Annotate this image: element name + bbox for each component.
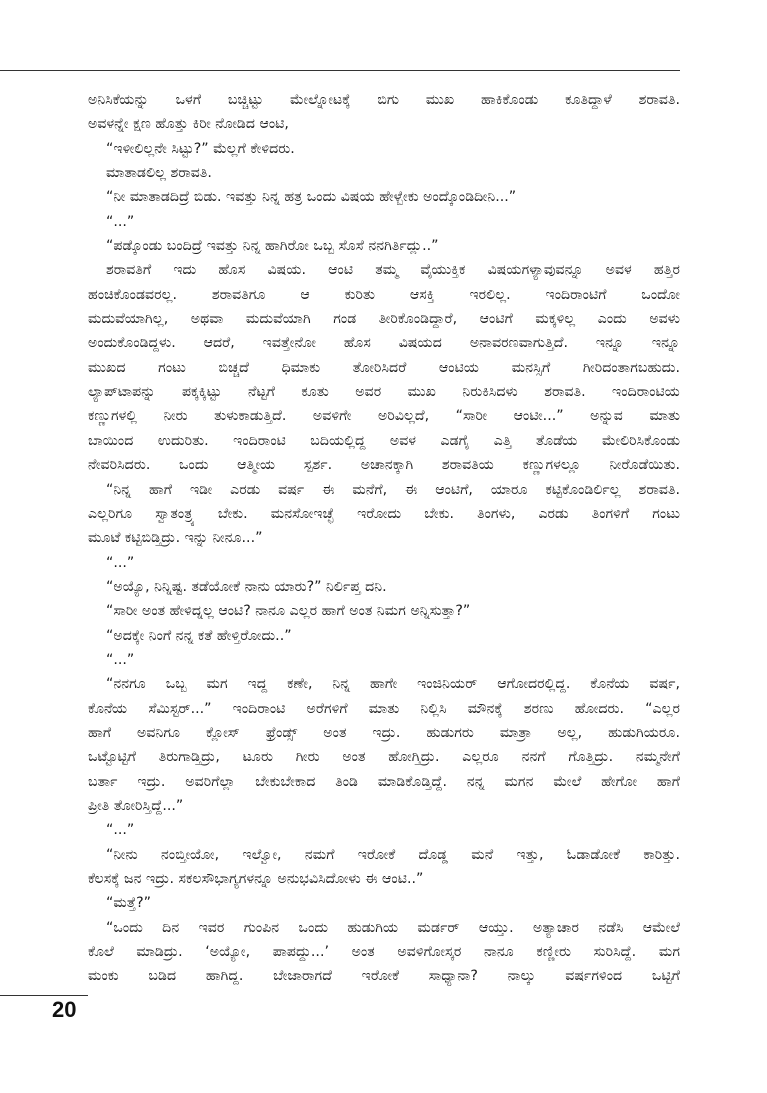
text-line: “ನಿನ್ನ ಹಾಗೆ ಇಡೀ ಎರಡು ವರ್ಷ ಈ ಮನೆಗೆ, ಈ ಆಂಟಿಗೆ, ಯಾರೂ ಕಟ್ಟಿಕೊಂಡಿರ್ಲಿಲ್ಲ ಶರಾವತಿ.: [106, 481, 680, 498]
text-line: “ಅದಕ್ಕೇ ನಿಂಗೆ ನನ್ನ ಕತೆ ಹೇಳ್ತಿರೋದು..”: [106, 627, 292, 644]
text-line: ಎಲ್ಲರಿಗೂ ಸ್ವಾತಂತ್ರ್ಯ ಬೇಕು. ಮನಸೋಇಚ್ಛೆ ಇರೋದು ಬೇಕು. ತಿಂಗಳು, ಎರಡು ತಿಂಗಳಿಗೆ ಗಂಟು: [88, 505, 680, 522]
text-line: “ನೀ ಮಾತಾಡದಿದ್ರೆ ಬಿಡು. ಇವತ್ತು ನಿನ್ನ ಹತ್ರ ಒಂದು ವಿಷಯ ಹೇಳ್ಬೇಕು ಅಂದ್ಕೊಂಡಿದೀನಿ...”: [106, 189, 517, 206]
text-line: “ನನಗೂ ಒಬ್ಬ ಮಗ ಇದ್ದ ಕಣೇ, ನಿನ್ನ ಹಾಗೇ ಇಂಜಿನಿಯರ್ ಆಗೋದರಲ್ಲಿದ್ದ. ಕೊನೆಯ ವರ್ಷ,: [106, 676, 680, 693]
text-line: ಒಟ್ಟೊಟ್ಟಿಗೆ ತಿರುಗಾಡ್ತಿದ್ರು, ಟೂರು ಗೀರು ಅಂತ ಹೋಗ್ತಿದ್ರು. ಎಲ್ಲರೂ ನನಗೆ ಗೊತ್ತಿದ್ರು. ನಮ್ಮನೇಗೆ: [88, 749, 680, 766]
text-line: ಮದುವೆಯಾಗಿಲ್ಲ, ಅಥವಾ ಮದುವೆಯಾಗಿ ಗಂಡ ತೀರಿಕೊಂಡಿದ್ದಾರೆ, ಆಂಟಿಗೆ ಮಕ್ಕಳಿಲ್ಲ ಎಂದು ಅವಳು: [88, 311, 680, 328]
page-number-rule: [0, 995, 88, 996]
text-line: “...”: [106, 651, 135, 668]
top-rule: [0, 70, 680, 71]
page-number: 20: [52, 997, 77, 1022]
text-line: ಕೊನೆಯ ಸೆಮಿಸ್ಟರ್...” ಇಂದಿರಾಂಟಿ ಅರೆಗಳಿಗೆ ಮಾತು ನಿಲ್ಲಿಸಿ ಮೌನಕ್ಕೆ ಶರಣು ಹೋದರು. “ಎಲ್ಲರ: [88, 700, 680, 717]
text-line: ಕೆಲಸಕ್ಕೆ ಜನ ಇದ್ರು. ಸಕಲಸೌಭಾಗ್ಯಗಳನ್ನೂ ಅನುಭವಿಸಿದೋಳು ಈ ಆಂಟಿ..”: [88, 871, 424, 887]
text-line: ಬರ್ತಾ ಇದ್ರು. ಅವರಿಗೆಲ್ಲಾ ಬೇಕುಬೇಕಾದ ತಿಂಡಿ ಮಾಡಿಕೊಡ್ತಿದ್ದೆ. ನನ್ನ ಮಗನ ಮೇಲೆ ಹೇಗೋ ಹಾಗೆ: [88, 773, 680, 790]
text-line: ಪ್ರೀತಿ ತೋರಿಸ್ತಿದ್ದೆ...”: [88, 797, 184, 814]
text-line: “ಇಳೀಲಿಲ್ಲನೇ ಸಿಟ್ಟು?” ಮೆಲ್ಲಗೆ ಕೇಳಿದರು.: [106, 140, 295, 157]
text-line: ಮೂಟೆ ಕಟ್ಟಿಬಿಡ್ತಿದ್ರು. ಇನ್ನು ನೀನೂ...”: [88, 530, 263, 547]
body-text: [88, 88, 680, 989]
text-line: ಅಂದುಕೊಂಡಿದ್ದಳು. ಆದರೆ, ಇವತ್ತೇನೋ ಹೊಸ ವಿಷಯದ ಅನಾವರಣವಾಗುತ್ತಿದೆ. ಇನ್ನೂ ಇನ್ನೂ: [88, 335, 680, 352]
text-line: ಕಣ್ಣುಗಳಲ್ಲಿ ನೀರು ತುಳುಕಾಡುತ್ತಿದೆ. ಅವಳಿಗೇ ಅರಿವಿಲ್ಲದೆ, “ಸಾರೀ ಆಂಟೀ...” ಅನ್ನುವ ಮಾತು: [88, 408, 680, 425]
text-line: ಮಂಕು ಬಡಿದ ಹಾಗಿದ್ದ. ಬೇಜಾರಾಗದೆ ಇರೋಕೆ ಸಾಧ್ಯಾನಾ? ನಾಲ್ಕು ವರ್ಷಗಳಿಂದ ಒಟ್ಟಿಗೆ: [88, 968, 680, 985]
text-line: ಮುಖದ ಗಂಟು ಬಿಚ್ಚದೆ ಧಿಮಾಕು ತೋರಿಸಿದರೆ ಆಂಟಿಯ ಮನಸ್ಸಿಗೆ ಗೀರಿದಂತಾಗಬಹುದು.: [88, 359, 680, 376]
text-line: ಕೊಲೆ ಮಾಡಿದ್ರು. ‘ಅಯ್ಯೋ, ಪಾಪದ್ದು...’ ಅಂತ ಅವಳಿಗೋಸ್ಕರ ನಾನೂ ಕಣ್ಣೀರು ಸುರಿಸಿದ್ದೆ. ಮಗ: [88, 944, 680, 961]
text-line: ಅನಿಸಿಕೆಯನ್ನು ಒಳಗೆ ಬಚ್ಚಿಟ್ಟು ಮೇಲ್ನೋಟಕ್ಕೆ ಬಿಗು ಮುಖ ಹಾಕಿಕೊಂಡು ಕೂತಿದ್ದಾಳೆ ಶರಾವತಿ.: [88, 92, 680, 108]
text-line: ಹಾಗೆ ಅವನಿಗೂ ಕ್ಲೋಸ್ ಫ್ರೆಂಡ್ಸ್ ಅಂತ ಇದ್ರು. ಹುಡುಗರು ಮಾತ್ರಾ ಅಲ್ಲ, ಹುಡುಗಿಯರೂ.: [88, 724, 680, 741]
text-line: ಶರಾವತಿಗೆ ಇದು ಹೊಸ ವಿಷಯ. ಆಂಟಿ ತಮ್ಮ ವೈಯುಕ್ತಿಕ ವಿಷಯಗಳ್ಯಾವುವನ್ನೂ ಅವಳ ಹತ್ತಿರ: [106, 262, 680, 279]
text-line: ಅವಳನ್ನೇ ಕ್ಷಣ ಹೊತ್ತು ಕಿರೀ ನೋಡಿದ ಆಂಟಿ,: [88, 116, 289, 133]
text-line: “ಸಾರೀ ಅಂತ ಹೇಳಿದ್ನಲ್ಲ ಆಂಟಿ? ನಾನೂ ಎಲ್ಲರ ಹಾಗೆ ಅಂತ ನಿಮಗ ಅನ್ನಿಸುತ್ತಾ?”: [106, 603, 471, 620]
text-line: ಹಂಚಿಕೊಂಡವರಲ್ಲ. ಶರಾವತಿಗೂ ಆ ಕುರಿತು ಆಸಕ್ತಿ ಇರಲಿಲ್ಲ. ಇಂದಿರಾಂಟಿಗೆ ಒಂದೋ: [88, 286, 680, 303]
text-line: ಲ್ಯಾಪ್‌ಟಾಪನ್ನು ಪಕ್ಕಕ್ಕಿಟ್ಟು ನೆಟ್ಟಗೆ ಕೂತು ಅವರ ಮುಖ ನಿರುಕಿಸಿದಳು ಶರಾವತಿ. ಇಂದಿರಾಂಟಿಯ: [88, 384, 680, 401]
text-line: “...”: [106, 554, 135, 571]
text-line: “...”: [106, 822, 135, 839]
text-line: “ಒಂದು ದಿನ ಇವರ ಗುಂಪಿನ ಒಂದು ಹುಡುಗಿಯ ಮರ್ಡರ್ ಆಯ್ತು. ಅತ್ಯಾಚಾರ ನಡೆಸಿ ಆಮೇಲೆ: [106, 919, 680, 936]
text-line: “ಮತ್ತೆ?”: [106, 895, 152, 912]
text-line: “ಪಡ್ಕೊಂಡು ಬಂದಿದ್ರೆ ಇವತ್ತು ನಿನ್ನ ಹಾಗಿರೋ ಒಬ್ಬ ಸೊಸೆ ನನಗಿರ್ತಿದ್ಲು..”: [106, 238, 439, 255]
text-line: “ಅಯ್ಯೊ, ನಿನ್ನಿಷ್ಟ. ತಡೆಯೋಕೆ ನಾನು ಯಾರು?” ನಿರ್ಲಿಪ್ತ ದನಿ.: [106, 578, 387, 595]
text-line: “...”: [106, 213, 135, 230]
text-line: ಮಾತಾಡಲಿಲ್ಲ ಶರಾವತಿ.: [106, 165, 212, 182]
text-line: ನೇವರಿಸಿದರು. ಒಂದು ಆತ್ಮೀಯ ಸ್ಪರ್ಶ. ಅಚಾನಕ್ಕಾಗಿ ಶರಾವತಿಯ ಕಣ್ಣುಗಳಲ್ಲೂ ನೀರೊಡೆಯಿತು.: [88, 457, 680, 474]
text-line: ಬಾಯಿಂದ ಉದುರಿತು. ಇಂದಿರಾಂಟಿ ಬದಿಯಲ್ಲಿದ್ದ ಅವಳ ಎಡಗೈ ಎತ್ತಿ ತೊಡೆಯ ಮೇಲಿರಿಸಿಕೊಂಡು: [88, 432, 680, 449]
text-line: “ನೀನು ನಂಬ್ತೀಯೋ, ಇಲ್ವೋ, ನಮಗೆ ಇರೋಕೆ ದೊಡ್ಡ ಮನೆ ಇತ್ತು, ಓಡಾಡೋಕೆ ಕಾರಿತ್ತು.: [106, 846, 680, 863]
